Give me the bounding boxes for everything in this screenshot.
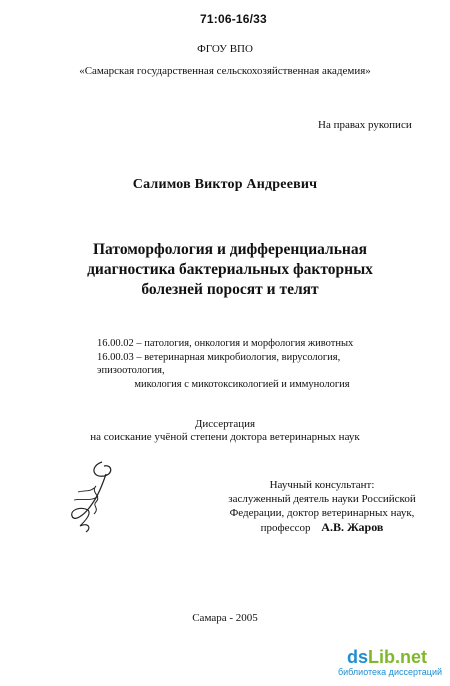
consultant-title-line-2: Федерации, доктор ветеринарных наук,	[229, 507, 415, 519]
dissertation-title: Патоморфология и дифференциальная диагностика бактериальных факторных болезней поросят и телят	[87, 241, 373, 298]
dslib-logo	[338, 648, 436, 666]
city-year: Самара - 2005	[192, 612, 258, 624]
handwritten-signature	[62, 456, 132, 538]
dslib-logo-rest: Lib.net	[368, 647, 427, 667]
specialty-line-3: микология с микотоксикологией и иммунология	[134, 378, 350, 390]
dslib-logo-prefix: ds	[346, 647, 368, 667]
consultant-name: А.В. Жаров	[321, 520, 384, 534]
dslib-subtitle: библиотека диссертаций	[338, 667, 443, 677]
dissertation-degree: на соискание учёной степени доктора ветеринарных наук	[90, 431, 360, 443]
archive-code: 71:06-16/33	[200, 12, 267, 26]
consultant-rank: профессор	[260, 522, 311, 534]
organization-short: ФГОУ ВПО	[197, 43, 253, 55]
consultant-heading: Научный консультант:	[269, 479, 375, 491]
dissertation-type: Диссертация	[194, 418, 256, 430]
specialty-line-2: 16.00.03 – ветеринарная микробиология, вирусология, эпизоотология,	[97, 351, 341, 376]
consultant-title-line-1: заслуженный деятель науки Российской	[228, 493, 416, 505]
specialty-codes	[97, 337, 397, 391]
dslib-watermark	[338, 647, 443, 677]
author-name: Салимов Виктор Андреевич	[132, 177, 318, 192]
specialty-line-1: 16.00.02 – патология, онкология и морфология животных	[97, 338, 354, 349]
scientific-consultant	[222, 478, 422, 535]
manuscript-rights: На правах рукописи	[318, 119, 412, 131]
organization-full: «Самарская государственная сельскохозяйственная академия»	[79, 65, 371, 77]
consultant-name-line	[222, 520, 422, 535]
